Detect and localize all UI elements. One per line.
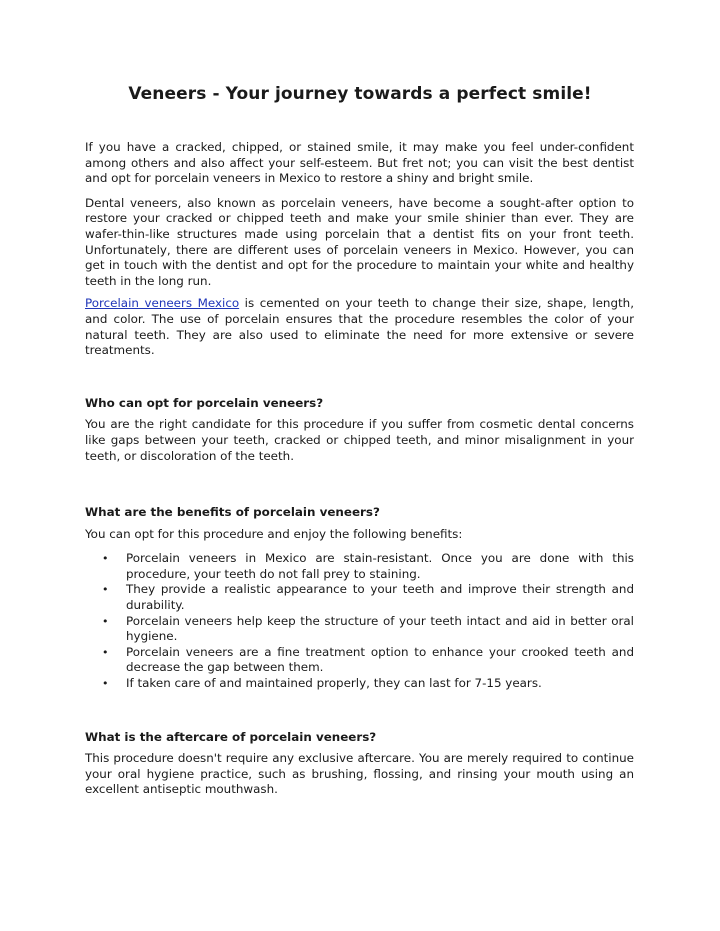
list-item xyxy=(85,582,634,613)
list-item-text: If taken care of and maintained properly, they can last for 7-15 years. xyxy=(126,676,542,691)
document-body xyxy=(85,140,634,798)
porcelain-veneers-paragraph xyxy=(85,296,634,358)
list-item-text: Porcelain veneers are a fine treatment option to enhance your crooked teeth and decrease the gap between them. xyxy=(126,644,634,675)
list-item xyxy=(85,551,634,582)
section-intro-benefits: You can opt for this procedure and enjoy the following benefits: xyxy=(85,526,463,541)
bullet-icon: • xyxy=(102,552,109,566)
porcelain-veneers-paragraph-text: is cemented on your teeth to change their size, shape, length, and color. The use of porcelain ensures that the procedure resembles the color of your natural teeth. They are also used to eliminate the need for more extensive or severe treatments. xyxy=(85,296,634,358)
section-body-who: You are the right candidate for this procedure if you suffer from cosmetic dental concerns like gaps between your teeth, cracked or chipped teeth, and minor misalignment in your teeth, or discoloration of the teeth. xyxy=(85,417,634,463)
bullet-icon: • xyxy=(102,614,109,628)
list-item-text: They provide a realistic appearance to your teeth and improve their strength and durability. xyxy=(126,582,634,613)
section-body-aftercare: This procedure doesn't require any exclusive aftercare. You are merely required to continue your oral hygiene practice, such as brushing, flossing, and rinsing your mouth using an excellent antiseptic mouthwash. xyxy=(85,751,634,797)
bullet-icon: • xyxy=(102,583,109,597)
section-heading-aftercare: What is the aftercare of porcelain veneers? xyxy=(85,729,377,744)
benefits-list xyxy=(85,551,634,691)
section-heading-benefits: What are the benefits of porcelain veneers? xyxy=(85,505,380,520)
section-heading-who: Who can opt for porcelain veneers? xyxy=(85,395,324,410)
list-item xyxy=(85,614,634,645)
intro-paragraph: If you have a cracked, chipped, or stained smile, it may make you feel under-confident among others and also affect your self-esteem. But fret not; you can visit the best dentist and opt for porcelain veneers in Mexico to restore a shiny and bright smile. xyxy=(85,140,634,186)
list-item xyxy=(85,645,634,676)
page-title: Veneers - Your journey towards a perfect smile! xyxy=(128,84,592,104)
list-item-text: Porcelain veneers help keep the structure of your teeth intact and aid in better oral hygiene. xyxy=(126,613,634,644)
bullet-icon: • xyxy=(102,645,109,659)
dental-veneers-paragraph: Dental veneers, also known as porcelain veneers, have become a sought-after option to restore your cracked or chipped teeth and make your smile shinier than ever. They are wafer-thin-like structures made using porcelain that a dentist fits on your front teeth. Unfortunately, there are different uses of porcelain veneers in Mexico. However, you can get in touch with the dentist and opt for the procedure to maintain your white and healthy teeth in the long run. xyxy=(85,195,634,288)
list-item-text: Porcelain veneers in Mexico are stain-resistant. Once you are done with this procedure, your teeth do not fall prey to staining. xyxy=(126,551,634,581)
porcelain-veneers-mexico-link[interactable]: Porcelain veneers Mexico xyxy=(85,296,240,311)
list-item xyxy=(85,676,634,692)
bullet-icon: • xyxy=(102,677,109,691)
